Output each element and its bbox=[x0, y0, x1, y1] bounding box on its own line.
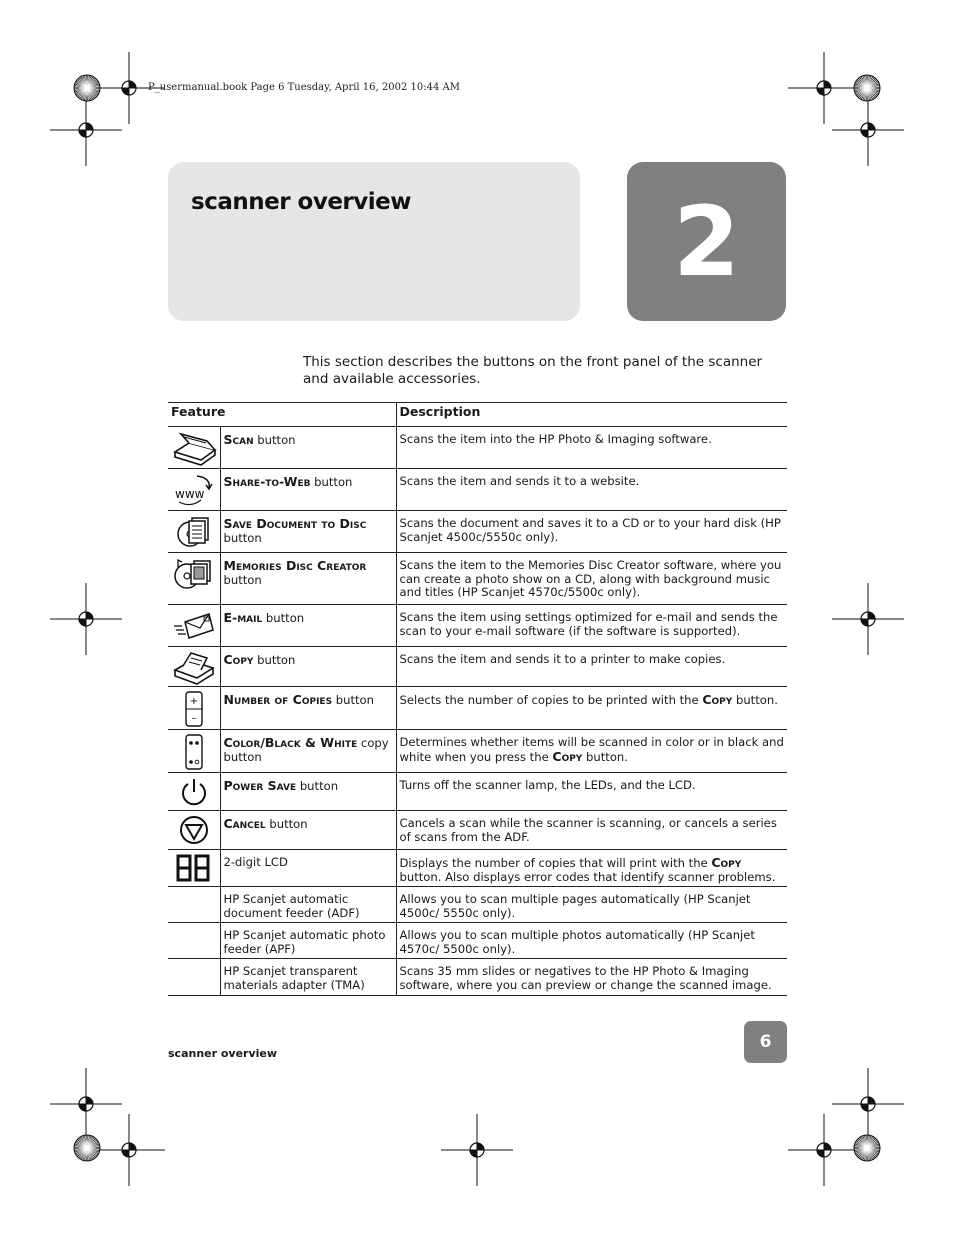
cancel-icon bbox=[168, 814, 220, 846]
feature-description-cell bbox=[396, 959, 787, 996]
feature-icon-cell bbox=[168, 647, 220, 687]
description-text: Displays the number of copies that will print with the bbox=[399, 856, 712, 870]
feature-icon-cell bbox=[168, 427, 220, 469]
feature-description-cell bbox=[396, 469, 787, 511]
description-text: button. Also displays error codes that identify scanner problems. bbox=[399, 869, 776, 884]
feature-name-cell bbox=[220, 773, 396, 811]
flatbed-scanner-icon bbox=[168, 430, 220, 468]
registration-crosshair-icon bbox=[832, 94, 904, 166]
registration-starburst-icon bbox=[853, 1134, 881, 1162]
table-row bbox=[168, 730, 787, 773]
memories-disc-icon bbox=[168, 556, 220, 592]
description-text: Scans the item into the HP Photo & Imaging software. bbox=[399, 432, 712, 446]
feature-name-cell bbox=[220, 469, 396, 511]
description-text: Scans the item and sends it to a printer to make copies. bbox=[399, 652, 726, 666]
description-text: Scans the item using settings optimized for e-mail and sends the scan to your e-mail software (if the software is supported). bbox=[399, 610, 778, 638]
description-text: Determines whether items will be scanned in color or in black and white when you press the bbox=[399, 735, 784, 764]
description-text: Scans 35 mm slides or negatives to the HP Photo & Imaging software, where you can preview or change the scanned image. bbox=[399, 964, 772, 992]
feature-icon-cell bbox=[168, 923, 220, 959]
feature-label: HP Scanjet automatic photo feeder (APF) bbox=[223, 928, 386, 956]
description-button-ref: Copy bbox=[711, 855, 742, 870]
feature-description-cell bbox=[396, 687, 787, 730]
feature-icon-cell bbox=[168, 959, 220, 996]
footer-section-title: scanner overview bbox=[168, 1047, 278, 1060]
table-row bbox=[168, 469, 787, 511]
description-button-ref: Copy bbox=[702, 692, 733, 707]
description-text: Cancels a scan while the scanner is scanning, or cancels a series of scans from the ADF. bbox=[399, 816, 777, 844]
feature-label: button bbox=[223, 530, 262, 545]
table-row bbox=[168, 647, 787, 687]
description-text: button. bbox=[582, 749, 628, 764]
feature-description-cell bbox=[396, 730, 787, 773]
feature-description-cell bbox=[396, 553, 787, 605]
feature-name-cell bbox=[220, 811, 396, 850]
description-text: Turns off the scanner lamp, the LEDs, and the LCD. bbox=[399, 778, 696, 792]
description-text: Selects the number of copies to be printed with the bbox=[399, 693, 703, 707]
table-row bbox=[168, 887, 787, 923]
table-row bbox=[168, 427, 787, 469]
table-row bbox=[168, 850, 787, 887]
registration-crosshair-icon bbox=[788, 1114, 860, 1186]
feature-label: button bbox=[262, 611, 305, 625]
feature-name-cell bbox=[220, 553, 396, 605]
table-row bbox=[168, 553, 787, 605]
registration-crosshair-icon bbox=[832, 583, 904, 655]
copy-printer-icon bbox=[168, 650, 220, 686]
feature-name-cell bbox=[220, 850, 396, 887]
feature-description-cell bbox=[396, 605, 787, 647]
lcd-88-icon bbox=[168, 853, 220, 883]
feature-label: HP Scanjet automatic document feeder (ADF) bbox=[223, 892, 360, 920]
feature-icon-cell bbox=[168, 511, 220, 553]
page-number-badge: 6 bbox=[744, 1021, 787, 1063]
feature-name-cell bbox=[220, 687, 396, 730]
www-icon bbox=[168, 472, 220, 508]
feature-icon-cell bbox=[168, 811, 220, 850]
feature-button-name: Number of Copies bbox=[223, 692, 333, 707]
registration-crosshair-icon bbox=[50, 94, 122, 166]
feature-icon-cell bbox=[168, 887, 220, 923]
feature-label: button bbox=[253, 653, 296, 667]
feature-button-name: E-mail bbox=[223, 610, 263, 625]
feature-name-cell bbox=[220, 427, 396, 469]
feature-description-cell bbox=[396, 773, 787, 811]
feature-label: button bbox=[332, 693, 375, 707]
table-row bbox=[168, 811, 787, 850]
table-row bbox=[168, 605, 787, 647]
description-text: button. bbox=[732, 693, 778, 707]
feature-button-name: Power Save bbox=[223, 778, 297, 793]
title-panel bbox=[168, 162, 580, 321]
power-icon bbox=[168, 776, 220, 808]
print-header-line: P_usermanual.book Page 6 Tuesday, April 16, 2002 10:44 AM bbox=[148, 82, 460, 93]
table-header-row bbox=[168, 403, 787, 427]
feature-name-cell bbox=[220, 959, 396, 996]
registration-crosshair-icon bbox=[50, 583, 122, 655]
table-row bbox=[168, 923, 787, 959]
feature-name-cell bbox=[220, 605, 396, 647]
feature-label: 2-digit LCD bbox=[223, 855, 288, 869]
feature-button-name: Save Document to Disc bbox=[223, 516, 367, 531]
feature-name-cell bbox=[220, 647, 396, 687]
save-document-disc-icon bbox=[168, 514, 220, 550]
feature-name-cell bbox=[220, 923, 396, 959]
feature-name-cell bbox=[220, 730, 396, 773]
feature-icon-cell bbox=[168, 553, 220, 605]
color-bw-icon bbox=[168, 733, 220, 771]
registration-starburst-icon bbox=[73, 1134, 101, 1162]
registration-starburst-icon bbox=[73, 74, 101, 102]
table-row bbox=[168, 687, 787, 730]
feature-label: button bbox=[310, 475, 353, 489]
feature-description-cell bbox=[396, 923, 787, 959]
feature-name-cell bbox=[220, 511, 396, 553]
feature-icon-cell bbox=[168, 730, 220, 773]
table-row bbox=[168, 959, 787, 996]
feature-icon-cell bbox=[168, 469, 220, 511]
feature-label: button bbox=[265, 817, 308, 831]
feature-label: copy button bbox=[223, 736, 389, 764]
feature-description-cell bbox=[396, 647, 787, 687]
chapter-number-badge: 2 bbox=[627, 162, 786, 321]
feature-icon-cell bbox=[168, 773, 220, 811]
registration-starburst-icon bbox=[853, 74, 881, 102]
svg-text:–: – bbox=[191, 713, 197, 724]
svg-text:+: + bbox=[189, 696, 198, 707]
description-column-header: Description bbox=[396, 403, 787, 427]
feature-label: button bbox=[296, 779, 339, 793]
feature-name-cell bbox=[220, 887, 396, 923]
feature-label: button bbox=[223, 572, 262, 587]
description-text: Scans the document and saves it to a CD or to your hard disk (HP Scanjet 4500c/5550c only). bbox=[399, 516, 781, 544]
feature-button-name: Memories Disc Creator bbox=[223, 558, 367, 573]
description-text: Allows you to scan multiple pages automatically (HP Scanjet 4500c/ 5550c only). bbox=[399, 892, 751, 920]
feature-description-cell bbox=[396, 887, 787, 923]
registration-crosshair-icon bbox=[441, 1114, 513, 1186]
page-title: scanner overview bbox=[191, 189, 412, 215]
description-text: Scans the item to the Memories Disc Creator software, where you can create a photo show on a CD, along with background music and titles (HP Scanjet 4570c/5500c only). bbox=[399, 558, 782, 599]
intro-paragraph: This section describes the buttons on the front panel of the scanner and available accessories. bbox=[303, 354, 763, 387]
feature-label: button bbox=[253, 433, 296, 447]
description-text: Scans the item and sends it to a website. bbox=[399, 474, 640, 488]
feature-icon-cell bbox=[168, 687, 220, 730]
feature-button-name: Share-to-Web bbox=[223, 474, 311, 489]
description-button-ref: Copy bbox=[552, 748, 583, 764]
table-row bbox=[168, 511, 787, 553]
feature-description-cell bbox=[396, 511, 787, 553]
feature-label: HP Scanjet transparent materials adapter (TMA) bbox=[223, 964, 365, 992]
feature-column-header: Feature bbox=[168, 403, 396, 427]
registration-crosshair-icon bbox=[93, 1114, 165, 1186]
plus-minus-icon bbox=[168, 690, 220, 728]
feature-button-name: Copy bbox=[223, 652, 254, 667]
feature-description-cell bbox=[396, 811, 787, 850]
feature-icon-cell bbox=[168, 605, 220, 647]
description-text: Allows you to scan multiple photos automatically (HP Scanjet 4570c/ 5500c only). bbox=[399, 928, 755, 956]
feature-description-cell bbox=[396, 850, 787, 887]
table-row bbox=[168, 773, 787, 811]
feature-icon-cell bbox=[168, 850, 220, 887]
feature-button-name: Cancel bbox=[223, 816, 266, 831]
email-icon bbox=[168, 608, 220, 644]
feature-button-name: Color/Black & White bbox=[223, 735, 358, 750]
feature-description-cell bbox=[396, 427, 787, 469]
svg-text:www: www bbox=[174, 487, 205, 501]
features-table bbox=[168, 402, 787, 996]
feature-button-name: Scan bbox=[223, 432, 254, 447]
